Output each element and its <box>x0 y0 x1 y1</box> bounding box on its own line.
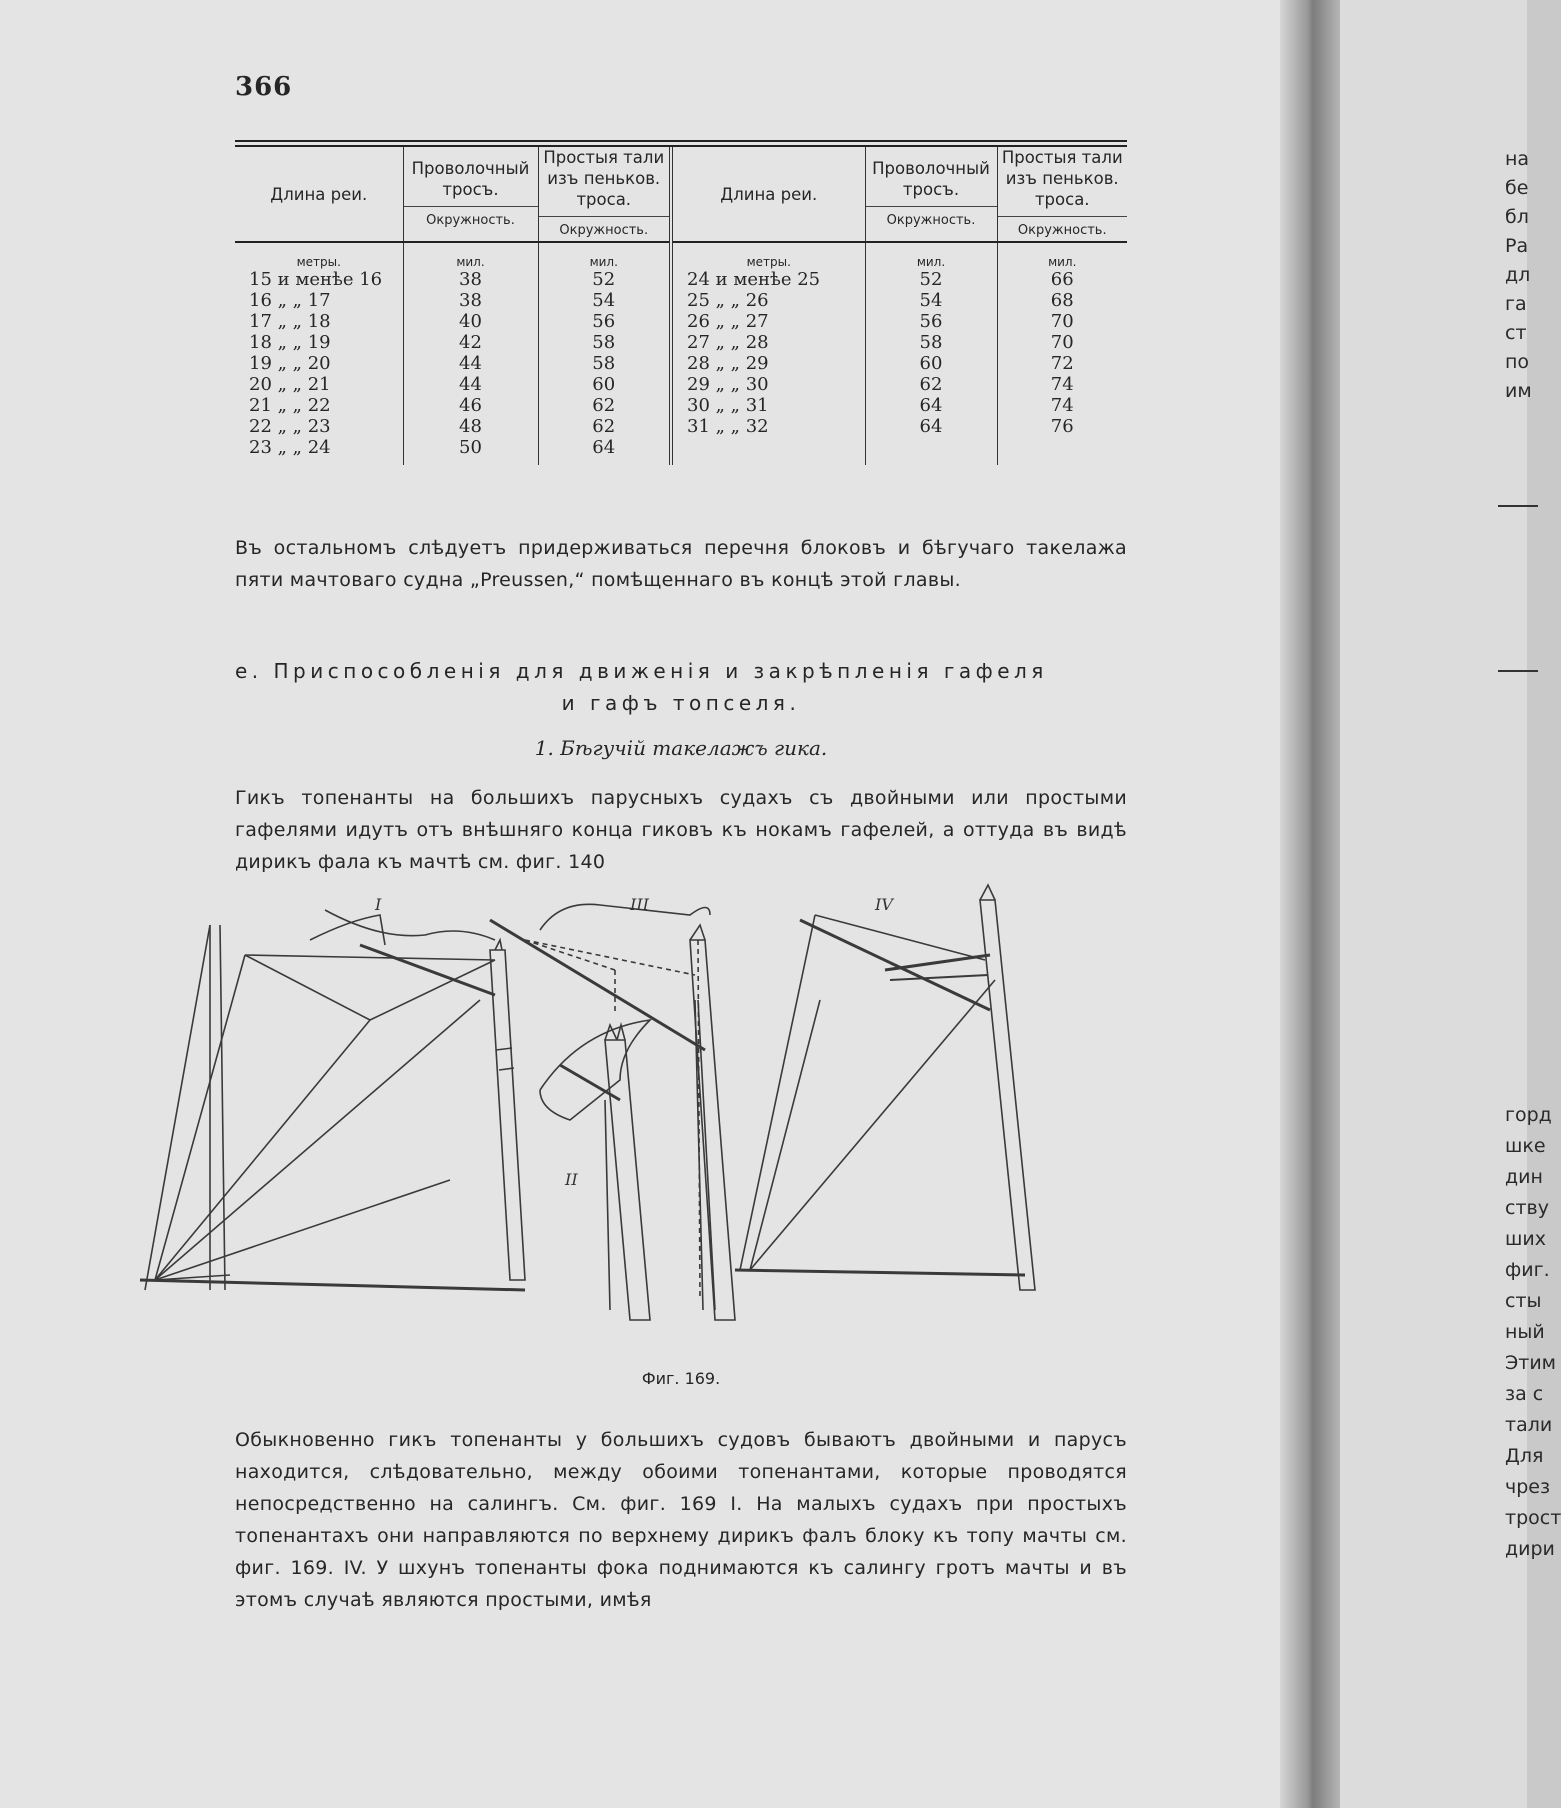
table-cell: 29 „ „ 30 <box>687 374 769 395</box>
table-cell: 64 <box>919 416 943 437</box>
figure-IV <box>735 885 1035 1290</box>
header-wire-left <box>403 147 538 242</box>
paragraph-3: Обыкновенно гикъ топенанты у большихъ судовъ бываютъ двойными и парусъ находится, слѣдовательно, между обоими топенантами, которые проводятся непосредственно на салингъ. См. фиг. 169 I. На малыхъ судахъ при простыхъ топенантахъ они направляются по верхнему дирикъ фалъ блоку къ топу мачты см. фиг. 169. IV. У шхунъ топенанты фока поднимаются къ салингу гротъ мачты и въ этомъ случаѣ являются простыми, имѣя <box>235 1429 1127 1611</box>
figure-I <box>140 895 525 1290</box>
header-length-right: Длина реи. <box>671 147 865 242</box>
table-cell: 23 „ „ 24 <box>249 437 331 458</box>
table-cell: 30 „ „ 31 <box>687 395 769 416</box>
next-page-fragment: на <box>1505 148 1530 170</box>
header-tackle-left <box>538 147 671 242</box>
table-cell: 56 <box>919 311 943 332</box>
table-cell: 20 „ „ 21 <box>249 374 331 395</box>
col-length-left <box>235 269 403 465</box>
table-cell: 46 <box>459 395 482 416</box>
header-tackle-label: Простыя тали изъ пеньков. троса. <box>1001 148 1123 209</box>
table-cell: 48 <box>459 416 482 437</box>
table-cell: 40 <box>459 311 482 332</box>
next-page-fragment: тали <box>1505 1414 1553 1436</box>
section-heading-line1: е. Приспособленія для движенія и закрѣпленія гафеля <box>235 659 1048 683</box>
table-cell: 31 „ „ 32 <box>687 416 769 437</box>
table-cell: 62 <box>919 374 943 395</box>
next-page-fragment: шке <box>1505 1135 1546 1157</box>
next-page-fragment: чрез <box>1505 1476 1551 1498</box>
table-cell: 38 <box>459 269 482 290</box>
next-page-fragment: ству <box>1505 1197 1549 1219</box>
table-cell: 44 <box>459 353 482 374</box>
table-cell: 64 <box>919 395 943 416</box>
header-tackle-label: Простыя тали изъ пеньков. троса. <box>543 148 665 209</box>
col-tackle-left <box>538 269 671 465</box>
figure-169-drawing <box>150 880 1200 1360</box>
table-cell: 28 „ „ 29 <box>687 353 769 374</box>
section-heading-line2: и гафъ топселя. <box>561 691 801 715</box>
table-cell: 68 <box>1050 290 1074 311</box>
table-cell: 17 „ „ 18 <box>249 311 331 332</box>
table-cell: 62 <box>592 416 616 437</box>
next-page-fragment: сты <box>1505 1290 1542 1312</box>
next-page-fragment: бе <box>1505 177 1529 199</box>
next-page-fragment: трост <box>1505 1507 1561 1529</box>
figure-II <box>540 1020 650 1320</box>
paragraph-2: Гикъ топенанты на большихъ парусныхъ судахъ съ двойными или простыми гафелями идутъ отъ внѣшняго конца гиковъ къ нокамъ гафелей, а оттуда въ видѣ дирикъ фала къ мачтѣ см. фиг. 140 <box>235 787 1127 873</box>
book-gutter <box>1280 0 1340 1808</box>
table-cell: 38 <box>459 290 482 311</box>
figure-caption: Фиг. 169. <box>641 1369 721 1388</box>
next-page-fragment: дл <box>1505 264 1531 286</box>
table-cell: 58 <box>592 353 616 374</box>
table-cell: 74 <box>1050 395 1074 416</box>
table-cell: 76 <box>1050 416 1074 437</box>
header-girth-label: Окружность. <box>539 216 670 241</box>
unit-mm: мил. <box>538 242 671 269</box>
table-cell: 16 „ „ 17 <box>249 290 331 311</box>
table-cell: 60 <box>919 353 943 374</box>
table-cell: 52 <box>592 269 616 290</box>
table-cell: 66 <box>1050 269 1074 290</box>
header-wire-label: Проволочный тросъ. <box>411 158 530 199</box>
header-length-left: Длина реи. <box>235 147 403 242</box>
table-cell: 44 <box>459 374 482 395</box>
header-girth-label: Окружность. <box>998 216 1128 241</box>
subheading: 1. Бѣгучій такелажъ гика. <box>534 736 828 760</box>
figure-III <box>490 895 735 1320</box>
table-cell: 64 <box>592 437 616 458</box>
table-cell: 26 „ „ 27 <box>687 311 769 332</box>
table-cell: 56 <box>592 311 616 332</box>
header-wire-label: Проволочный тросъ. <box>872 158 990 199</box>
next-page-fragment: ших <box>1505 1228 1546 1250</box>
next-page-rule <box>1498 670 1538 672</box>
next-page-fragment: бл <box>1505 206 1529 228</box>
table-cell: 21 „ „ 22 <box>249 395 331 416</box>
unit-mm: мил. <box>865 242 997 269</box>
table-cell: 70 <box>1050 332 1074 353</box>
next-page-rule <box>1498 505 1538 507</box>
col-tackle-right <box>997 269 1127 465</box>
col-length-right <box>671 269 865 465</box>
header-wire-right <box>865 147 997 242</box>
next-page-fragment: Ра <box>1505 235 1529 257</box>
table-cell: 15 и менѣе 16 <box>249 269 383 290</box>
page-number: 366 <box>235 72 293 102</box>
table-cell: 54 <box>592 290 616 311</box>
next-page-fragment: по <box>1505 351 1530 373</box>
header-girth-label: Окружность. <box>866 206 997 231</box>
col-wire-left <box>403 269 538 465</box>
table-cell: 74 <box>1050 374 1074 395</box>
table-cell: 72 <box>1050 353 1074 374</box>
table-cell: 70 <box>1050 311 1074 332</box>
table-cell: 54 <box>919 290 943 311</box>
unit-mm: мил. <box>403 242 538 269</box>
figure-label-IV: IV <box>875 895 893 914</box>
table-cell: 25 „ „ 26 <box>687 290 769 311</box>
figure-label-III: III <box>630 895 649 914</box>
table-cell: 60 <box>592 374 616 395</box>
table-cell: 58 <box>919 332 943 353</box>
next-page-fragment: Этим <box>1505 1352 1557 1374</box>
table-cell: 22 „ „ 23 <box>249 416 331 437</box>
table-cell: 19 „ „ 20 <box>249 353 331 374</box>
table-cell: 50 <box>459 437 482 458</box>
unit-length-right: метры. <box>671 242 865 269</box>
next-page-fragment: дин <box>1505 1166 1543 1188</box>
next-page-fragment: ный <box>1505 1321 1545 1343</box>
header-girth-label: Окружность. <box>404 206 538 231</box>
figure-label-II: II <box>565 1170 578 1189</box>
table-cell: 24 и менѣе 25 <box>687 269 821 290</box>
next-page-fragment: за с <box>1505 1383 1544 1405</box>
table-cell: 52 <box>919 269 943 290</box>
next-page-fragment: дири <box>1505 1538 1555 1560</box>
next-page-fragment: Для <box>1505 1445 1544 1467</box>
table-cell: 58 <box>592 332 616 353</box>
next-page-edge <box>1340 0 1561 1808</box>
next-page-fragment: ст <box>1505 322 1527 344</box>
next-page-fragment: им <box>1505 380 1532 402</box>
figure-label-I: I <box>375 895 382 914</box>
table-cell: 42 <box>459 332 482 353</box>
rigging-table <box>235 140 1127 465</box>
next-page-fragment: фиг. <box>1505 1259 1550 1281</box>
unit-mm: мил. <box>997 242 1127 269</box>
header-tackle-right <box>997 147 1127 242</box>
table-cell: 62 <box>592 395 616 416</box>
table-cell: 18 „ „ 19 <box>249 332 331 353</box>
col-wire-right <box>865 269 997 465</box>
paragraph-1: Въ остальномъ слѣдуетъ придерживаться перечня блоковъ и бѣгучаго такелажа пяти мачтоваго судна „Preussen,“ помѣщеннаго въ концѣ этой главы. <box>235 537 1127 591</box>
table-cell: 27 „ „ 28 <box>687 332 769 353</box>
unit-length-left: метры. <box>296 255 341 269</box>
next-page-fragment: га <box>1505 293 1527 315</box>
next-page-fragment: горд <box>1505 1104 1552 1126</box>
